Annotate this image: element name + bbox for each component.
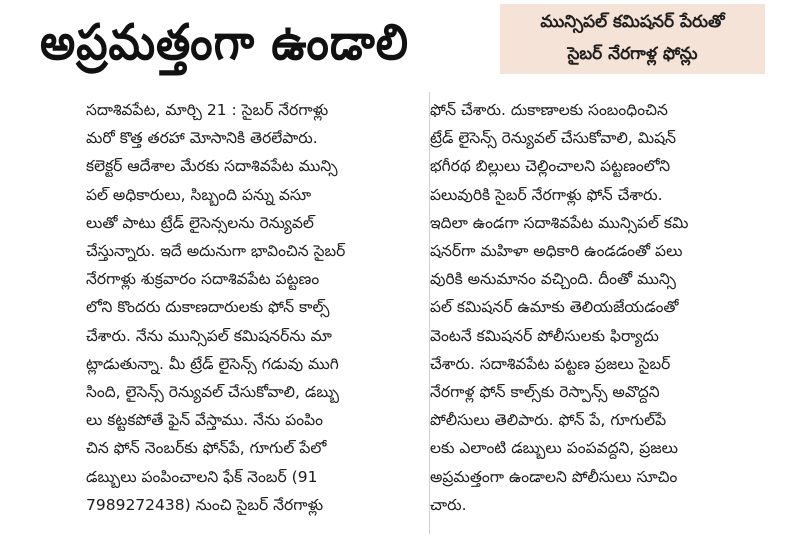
article-line: పల్ కమిషనర్ ఉమాకు తెలియజేయడంతో — [430, 298, 679, 317]
article-line: వురికి అనుమానం వచ్చింది. దీంతో మున్సి — [430, 270, 676, 289]
subheadline-box — [500, 4, 765, 74]
article-line: డబ్బులు పంపించాలని ఫేక్ నెంబర్ (91 — [86, 467, 318, 486]
article-line: పలువురికి సైబర్ నేరగాళ్లు ఫోన్ చేశారు. — [430, 185, 663, 204]
article-line: 7989272438) నుంచి సైబర్ నేరగాళ్లు — [86, 495, 324, 514]
subheadline-line-2: సైబర్ నేరగాళ్ల ఫోన్లు — [567, 44, 698, 64]
headline: అప్రమత్తంగా ఉండాలి — [40, 14, 409, 72]
article-line: కలెక్టర్ ఆదేశాల మేరకు సదాశివపేట మున్సి — [86, 157, 338, 176]
article-line: లుతో పాటు ట్రేడ్ లైసెన్సలను రెన్యువల్ — [86, 213, 314, 232]
article-line: చేశారు. నేను మున్సిపల్ కమిషనర్‌ను మా — [86, 326, 332, 345]
article-line: నేరగాళ్ల ఫోన్ కాల్స్‌కు రెస్పాన్స్ అవొద్దని — [430, 383, 660, 402]
article-column-right — [430, 96, 774, 519]
article-line: ఇదిలా ఉండగా సదాశివపేట మున్సిపల్ కమి — [430, 213, 689, 232]
article-line: పల్ అధికారులు, సిబ్బంది పన్ను వసూ — [86, 185, 312, 204]
article-line: భగీరథ బిల్లులు చెల్లించాలని పట్టణంలోని — [430, 157, 671, 176]
article-line: ఫోన్ చేశారు. దుకాణాలకు సంబంధించిన — [430, 101, 668, 119]
article-line: పోలీసులు తెలిపారు. ఫోన్ పే, గూగుల్‌పే — [430, 411, 667, 430]
article-line: వెంటనే కమిషనర్ పోలీసులకు ఫిర్యాదు — [430, 326, 659, 345]
article-line: చిన ఫోన్ నెంబర్‌కు ఫోన్‌పే, గూగుల్ పేలో — [86, 439, 327, 458]
article-line: షనర్‌గా మహిళా అధికారి ఉండడంతో పలు — [430, 242, 683, 261]
article-line: మరో కొత్త తరహా మోసానికి తెరలేపారు. — [86, 129, 318, 148]
article-line: అప్రమత్తంగా ఉండాలని పోలీసులు సూచిం — [430, 467, 678, 486]
article-line: సింది, లైసెన్స్ రెన్యువల్ చేసుకోవాలి, డబ్బు — [86, 383, 340, 402]
article-line: చారు. — [430, 495, 467, 514]
article-line: లు కట్టకపోతే ఫైన్ వేస్తాము. నేను పంపిం — [86, 411, 323, 430]
article-line: ట్రేడ్ లైసెన్స్ రెన్యువల్ చేసుకోవాలి, మిషన్ — [430, 129, 677, 148]
article-column-left — [86, 96, 430, 519]
article-line: లకు ఎలాంటి డబ్బులు పంపవద్దని, ప్రజలు — [430, 439, 678, 458]
article-line: ట్లాడుతున్నా. మీ ట్రేడ్ లైసెన్స్ గడువు ముగి — [86, 354, 339, 373]
article-line: సదాశివపేట, మార్చి 21 : సైబర్ నేరగాళ్లు — [86, 101, 329, 119]
article-line: నేరగాళ్లు శుక్రవారం సదాశివపేట పట్టణం — [86, 270, 320, 289]
article-line: చేస్తున్నారు. ఇదే అదునుగా భావించిన సైబర్ — [86, 242, 346, 261]
subheadline-line-1: మున్సిపల్ కమిషనర్ పేరుతో — [540, 12, 725, 32]
article-line: చేశారు. సదాశివపేట పట్టణ ప్రజలు సైబర్ — [430, 354, 671, 373]
article-line: లోని కొందరు దుకాణదారులకు ఫోన్ కాల్స్ — [86, 298, 330, 317]
